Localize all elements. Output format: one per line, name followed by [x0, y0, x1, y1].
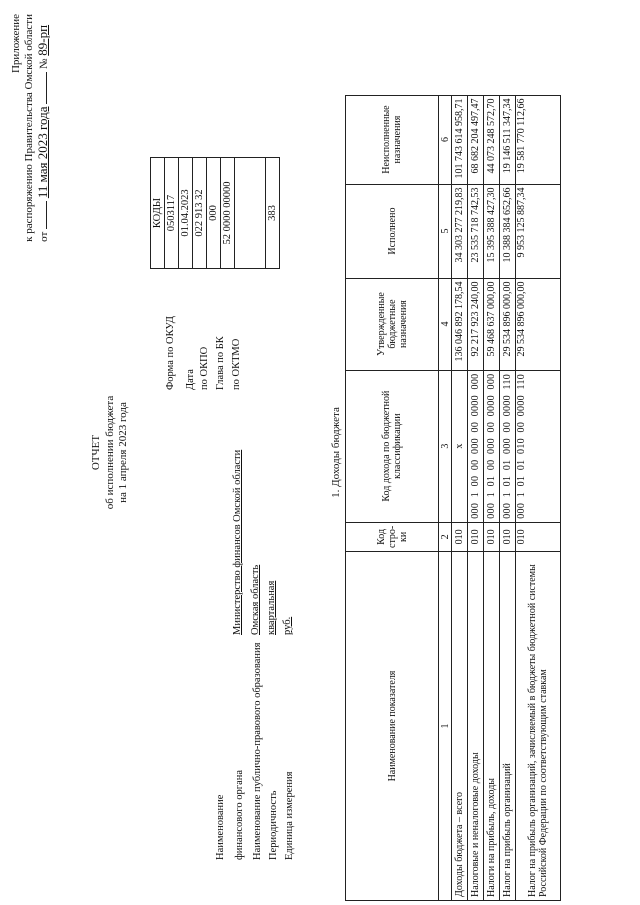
- value-periodicity: квартальная: [266, 580, 277, 635]
- report-period: на 1 апреля 2023 года: [117, 402, 129, 503]
- table-row: [500, 95, 516, 900]
- underline-gap: [46, 201, 47, 229]
- row-code: 000 1 01 01 000 00 0000 110: [500, 370, 516, 522]
- label-unit: Единица измерения: [284, 771, 295, 860]
- table-row: [516, 95, 561, 900]
- row-executed: 23 535 718 742,53: [468, 184, 484, 278]
- label-fin-organ: финансового органа: [234, 769, 245, 860]
- col-number: 4: [439, 278, 452, 370]
- row-code: 000 1 01 00 000 00 0000 000: [484, 370, 500, 522]
- row-name: Доходы бюджета – всего: [452, 552, 468, 901]
- col-header-line: Код стро- ки: [346, 522, 439, 551]
- row-line: 010: [468, 522, 484, 551]
- row-unexecuted: 44 073 248 572,70: [484, 95, 500, 184]
- value-fin-organ: Министерство финансов Омской области: [232, 449, 243, 635]
- report-title: ОТЧЕТ: [90, 434, 102, 471]
- col-number: 5: [439, 184, 452, 278]
- row-executed: 10 388 384 652,66: [500, 184, 516, 278]
- value-unit: руб.: [282, 616, 293, 635]
- code-bk: 000: [207, 158, 221, 269]
- code-label-oktmo: по ОКТМО: [231, 338, 242, 390]
- row-unexecuted: 19 581 770 112,66: [516, 95, 561, 184]
- codes-table: [150, 157, 280, 269]
- value-ppo: Омская область: [250, 564, 261, 635]
- col-header-approved: Утвержденные бюджетные назначения: [346, 278, 439, 370]
- code-okpo: 022 913 32: [193, 158, 207, 269]
- label-name: Наименование: [215, 794, 226, 860]
- row-line: 010: [452, 522, 468, 551]
- codes-header: КОДЫ: [151, 158, 165, 269]
- row-name: Налоги на прибыль, доходы: [484, 552, 500, 901]
- row-unexecuted: 19 146 511 347,34: [500, 95, 516, 184]
- row-line: 010: [516, 522, 561, 551]
- code-blank: [235, 158, 266, 269]
- code-date: 01.04.2023: [179, 158, 193, 269]
- row-approved: 92 217 923 240,00: [468, 278, 484, 370]
- row-approved: 59 468 637 000,00: [484, 278, 500, 370]
- row-line: 010: [484, 522, 500, 551]
- row-code: 000 1 00 00 000 00 0000 000: [468, 370, 484, 522]
- table-row: [484, 95, 500, 900]
- row-line: 010: [500, 522, 516, 551]
- table-row: [452, 95, 468, 900]
- table-row: [468, 95, 484, 900]
- label-periodicity: Периодичность: [268, 790, 279, 860]
- col-number: 6: [439, 95, 452, 184]
- row-code: 000 1 01 01 010 00 0000 110: [516, 370, 561, 522]
- date-prefix: от: [38, 231, 50, 242]
- col-number: 1: [439, 552, 452, 901]
- report-subtitle: об исполнении бюджета: [104, 395, 116, 510]
- col-header-unexecuted: Неисполненные назначения: [346, 95, 439, 184]
- code-okud: 0503117: [165, 158, 179, 269]
- row-name: Налог на прибыль организаций: [500, 552, 516, 901]
- appendix-title: Приложение: [10, 14, 22, 74]
- label-ppo: Наименование публично-правового образования: [252, 642, 263, 860]
- row-executed: 15 395 388 427,30: [484, 184, 500, 278]
- appendix-block: [10, 14, 51, 242]
- row-approved: 29 534 896 000,00: [500, 278, 516, 370]
- underline-gap: [46, 72, 47, 104]
- col-header-name: Наименование показателя: [346, 552, 439, 901]
- row-unexecuted: 101 743 614 958,71: [452, 95, 468, 184]
- row-executed: 34 303 277 219,83: [452, 184, 468, 278]
- order-number: 89-рп: [35, 24, 50, 56]
- col-header-code: Код дохода по бюджетной классификации: [346, 370, 439, 522]
- row-approved: 29 534 896 000,00: [516, 278, 561, 370]
- income-table: [345, 95, 561, 901]
- code-label-okud: Форма по ОКУД: [165, 316, 176, 390]
- row-approved: 136 046 892 178,54: [452, 278, 468, 370]
- row-code: x: [452, 370, 468, 522]
- appendix-reference: к распоряжению Правительства Омской области: [23, 14, 35, 242]
- col-header-executed: Исполнено: [346, 184, 439, 278]
- row-executed: 9 953 125 887,34: [516, 184, 561, 278]
- code-unit: 383: [266, 158, 280, 269]
- code-oktmo: 52 0000 00000: [221, 158, 235, 269]
- col-number: 2: [439, 522, 452, 551]
- order-date: 11 мая 2023 года: [35, 106, 50, 199]
- number-prefix: №: [38, 58, 50, 69]
- row-unexecuted: 68 682 204 497,47: [468, 95, 484, 184]
- appendix-date-line: [36, 14, 51, 242]
- code-label-bk: Глава по БК: [215, 336, 226, 390]
- code-label-okpo: по ОКПО: [199, 346, 210, 390]
- code-label-date: Дата: [185, 369, 196, 390]
- row-name: Налог на прибыль организаций, зачисляемый в бюджеты бюджетной системы Российской Федерации по соответствующим ставкам: [516, 552, 561, 901]
- section-title: 1. Доходы бюджета: [330, 407, 342, 498]
- row-name: Налоговые и неналоговые доходы: [468, 552, 484, 901]
- col-number: 3: [439, 370, 452, 522]
